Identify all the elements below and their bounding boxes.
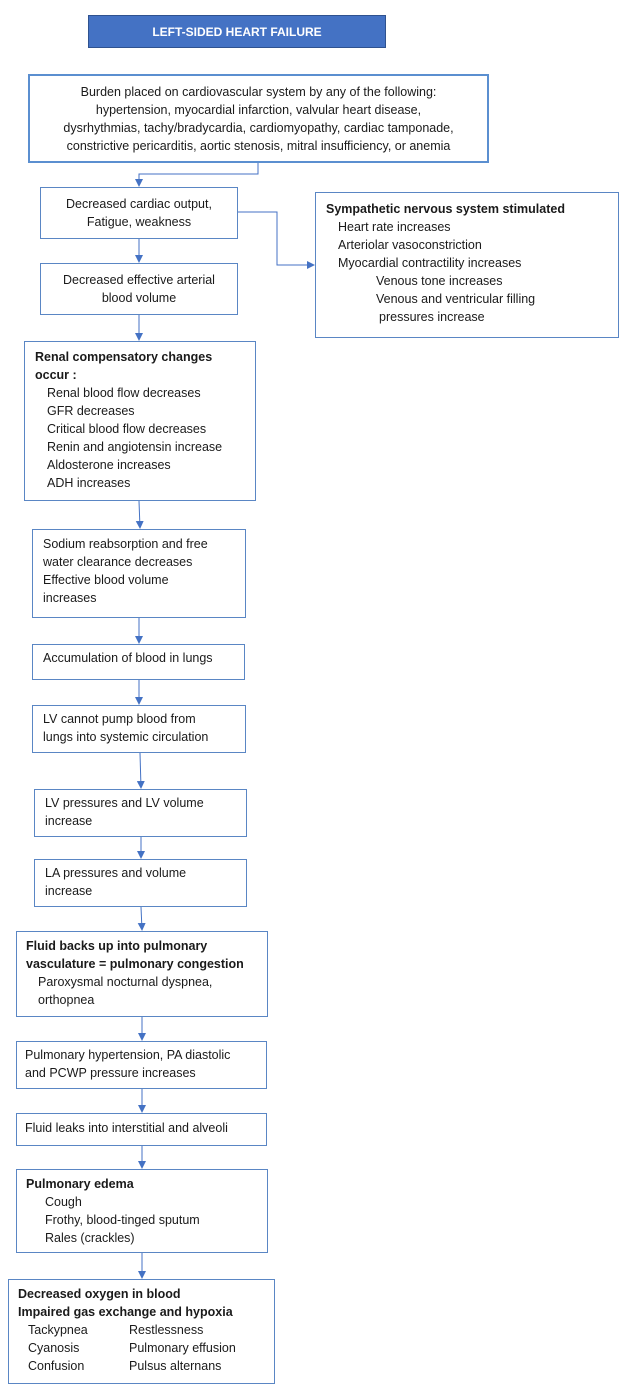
fluid-backs-item: orthopnea — [38, 993, 95, 1007]
fluid-backs-heading: vasculature = pulmonary congestion — [26, 957, 244, 971]
la-pressures-line: increase — [45, 884, 93, 898]
fluid-leaks-box — [16, 1113, 267, 1146]
oxygen-symptom: Confusion — [28, 1359, 85, 1373]
pulm-htn-box — [16, 1041, 267, 1089]
sodium-line: increases — [43, 591, 97, 605]
edema-item: Rales (crackles) — [45, 1231, 135, 1245]
oxygen-col-2 — [129, 1321, 236, 1375]
sympathetic-subitem: Venous and ventricular filling — [376, 292, 536, 306]
renal-heading: Renal compensatory changes — [35, 350, 213, 364]
oxygen-heading: Impaired gas exchange and hypoxia — [18, 1305, 233, 1319]
cardiac-output-box — [40, 187, 238, 239]
oxygen-symptom: Cyanosis — [28, 1341, 80, 1355]
oxygen-symptom: Restlessness — [129, 1323, 204, 1337]
accumulation-text: Accumulation of blood in lungs — [43, 651, 213, 665]
sympathetic-subitem-cont: pressures increase — [379, 310, 485, 324]
lv-pump-box — [32, 705, 246, 753]
cardiac-output-line: Decreased cardiac output, — [66, 197, 212, 211]
oxygen-symptom: Pulsus alternans — [129, 1359, 222, 1373]
edema-heading: Pulmonary edema — [26, 1177, 134, 1191]
arrow-renal-to-sodium — [139, 501, 140, 528]
sympathetic-box — [315, 192, 619, 338]
sodium-line: Sodium reabsorption and free — [43, 537, 208, 551]
renal-item: Renal blood flow decreases — [47, 386, 201, 400]
renal-item: GFR decreases — [47, 404, 135, 418]
sodium-line: Effective blood volume — [43, 573, 169, 587]
sympathetic-subitem: Venous tone increases — [376, 274, 503, 288]
oxygen-symptom-columns — [18, 1321, 274, 1375]
arrow-lapressures-to-fluidbacks — [141, 907, 142, 930]
sympathetic-heading: Sympathetic nervous system stimulated — [326, 202, 565, 216]
oxygen-symptom: Pulmonary effusion — [129, 1341, 236, 1355]
arrow-burden-to-output — [139, 163, 258, 186]
oxygen-box — [8, 1279, 275, 1384]
burden-line: Burden placed on cardiovascular system by any of the following: — [80, 85, 437, 99]
la-pressures-box — [34, 859, 247, 907]
edema-box — [16, 1169, 268, 1253]
burden-line: hypertension, myocardial infarction, valvular heart disease, — [95, 103, 422, 117]
renal-item: Aldosterone increases — [47, 458, 171, 472]
fluid-backs-heading: Fluid backs up into pulmonary — [26, 939, 208, 953]
arterial-volume-box — [40, 263, 238, 315]
edema-item: Cough — [45, 1195, 82, 1209]
oxygen-symptom: Tackypnea — [28, 1323, 88, 1337]
lv-pump-line: lungs into systemic circulation — [43, 730, 209, 744]
renal-item: Renin and angiotensin increase — [47, 440, 223, 454]
arrow-output-to-sympathetic — [238, 212, 314, 265]
sympathetic-item: Arteriolar vasoconstriction — [338, 238, 482, 252]
fluid-backs-item: Paroxysmal nocturnal dyspnea, — [38, 975, 213, 989]
sodium-line: water clearance decreases — [43, 555, 193, 569]
fluid-backs-box — [16, 931, 268, 1017]
diagram-title — [88, 15, 386, 48]
fluid-leaks-text: Fluid leaks into interstitial and alveoli — [25, 1121, 228, 1135]
accumulation-box — [32, 644, 245, 680]
lv-pressures-line: LV pressures and LV volume — [45, 796, 204, 810]
lv-pressures-box — [34, 789, 247, 837]
la-pressures-line: LA pressures and volume — [45, 866, 187, 880]
renal-heading: occur : — [35, 368, 77, 382]
oxygen-col-1 — [18, 1321, 129, 1375]
renal-item: Critical blood flow decreases — [47, 422, 207, 436]
oxygen-heading: Decreased oxygen in blood — [18, 1287, 181, 1301]
sodium-box — [32, 529, 246, 618]
cardiac-output-line: Fatigue, weakness — [86, 215, 192, 229]
lv-pressures-line: increase — [45, 814, 93, 828]
pulm-htn-line: Pulmonary hypertension, PA diastolic — [25, 1048, 231, 1062]
arrow-lvpump-to-lvpressures — [140, 753, 141, 788]
edema-item: Frothy, blood-tinged sputum — [45, 1213, 200, 1227]
arterial-volume-line: blood volume — [101, 291, 177, 305]
lv-pump-line: LV cannot pump blood from — [43, 712, 196, 726]
pulm-htn-line: and PCWP pressure increases — [25, 1066, 196, 1080]
renal-box — [24, 341, 256, 501]
burden-box — [28, 74, 489, 163]
burden-line: constrictive pericarditis, aortic stenosis, mitral insufficiency, or anemia — [66, 139, 451, 153]
arterial-volume-line: Decreased effective arterial — [63, 273, 215, 287]
renal-item: ADH increases — [47, 476, 131, 490]
diagram-title-text: LEFT-SIDED HEART FAILURE — [152, 24, 322, 39]
sympathetic-item: Myocardial contractility increases — [338, 256, 522, 270]
sympathetic-item: Heart rate increases — [338, 220, 451, 234]
burden-line: dysrhythmias, tachy/bradycardia, cardiomyopathy, cardiac tamponade, — [63, 121, 454, 135]
